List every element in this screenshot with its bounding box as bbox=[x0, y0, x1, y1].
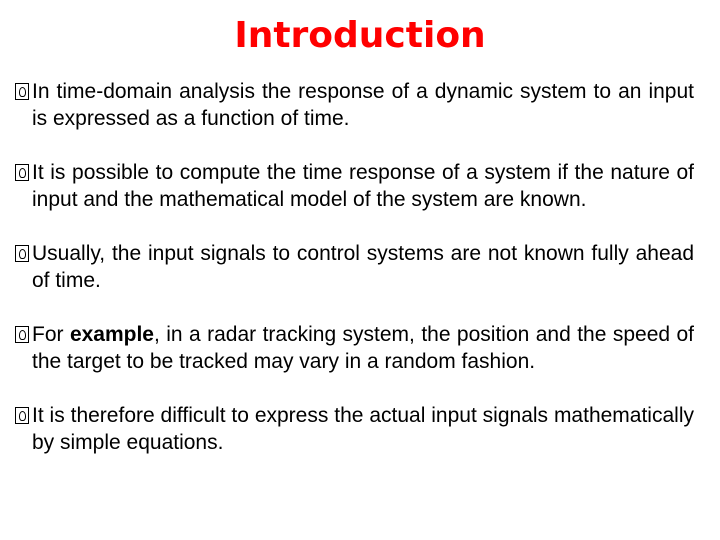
slide-title: Introduction bbox=[234, 15, 486, 56]
bullet-item bbox=[32, 78, 694, 132]
bullet-item bbox=[32, 402, 694, 456]
bullet-box-icon bbox=[15, 326, 29, 343]
bullet-item bbox=[32, 159, 694, 213]
bullet-item bbox=[32, 240, 694, 294]
bullet-item bbox=[32, 321, 694, 375]
bullet-box-icon bbox=[15, 245, 29, 262]
bullet-text: Usually, the input signals to control systems are not known fully ahead of time. bbox=[32, 242, 694, 292]
bullet-box-icon bbox=[15, 164, 29, 181]
bullet-list bbox=[32, 78, 694, 483]
bullet-text: It is possible to compute the time response of a system if the nature of input and the mathematical model of the system are known. bbox=[32, 161, 694, 211]
bullet-text: In time-domain analysis the response of a dynamic system to an input is expressed as a function of time. bbox=[32, 80, 694, 130]
bullet-text-lead: For bbox=[32, 323, 70, 346]
bullet-box-icon bbox=[15, 407, 29, 424]
bullet-text-rest: , in a radar tracking system, the position and the speed of the target to be tracked may vary in a random fashion. bbox=[32, 323, 694, 373]
bullet-box-icon bbox=[15, 83, 29, 100]
bullet-text: It is therefore difficult to express the actual input signals mathematically by simple equations. bbox=[32, 404, 694, 454]
bullet-emphasis: example bbox=[69, 323, 154, 346]
bullet-text bbox=[32, 321, 694, 375]
